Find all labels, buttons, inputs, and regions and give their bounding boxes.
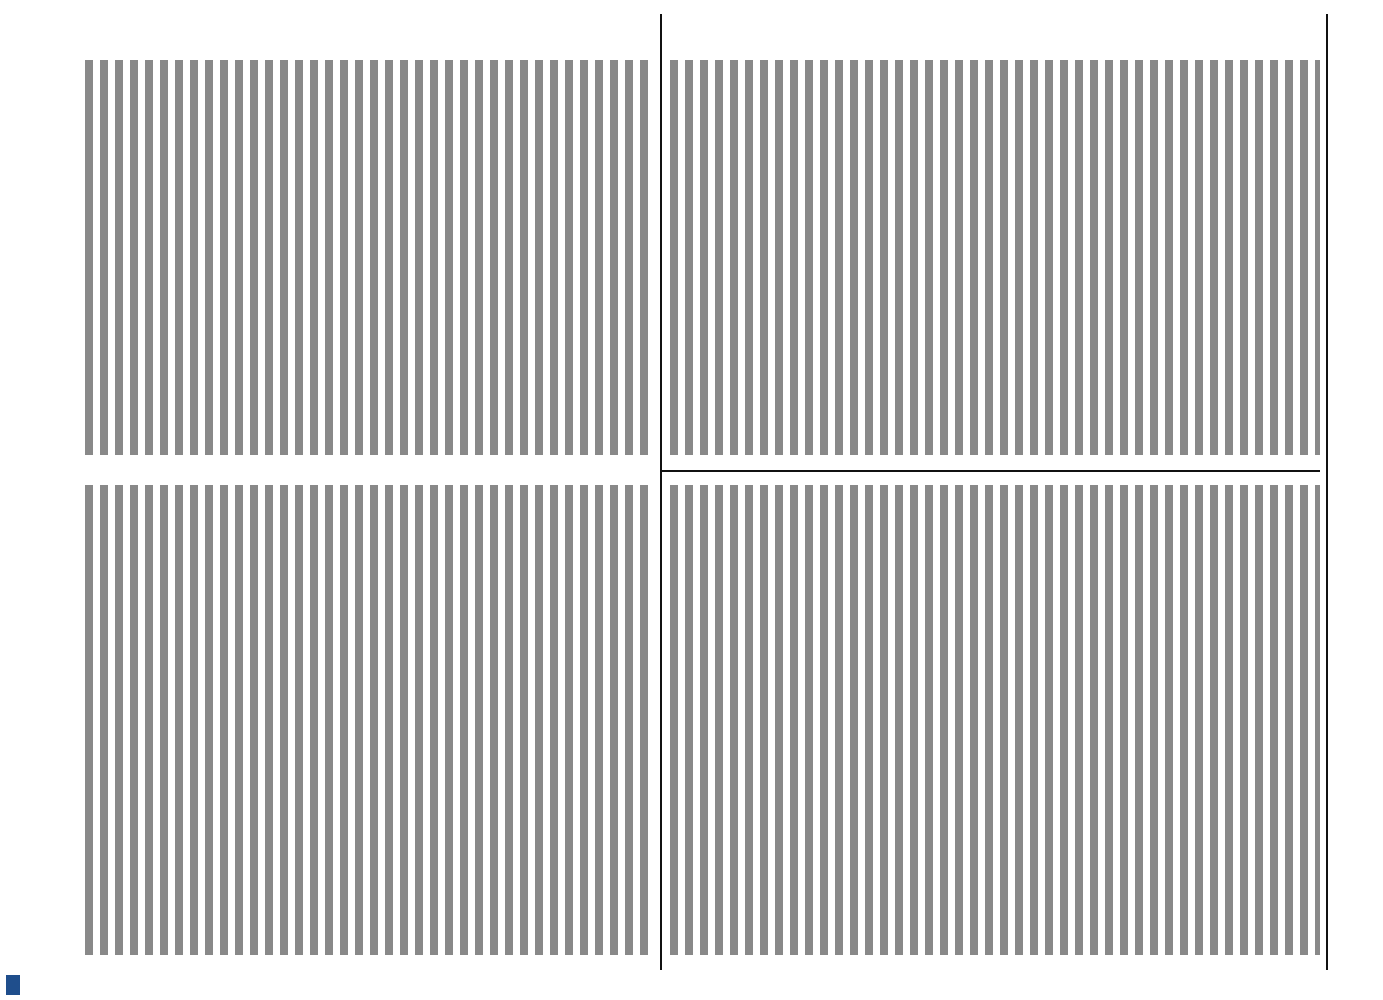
text-column-upper-right <box>670 60 1320 455</box>
text-column-lower-right <box>670 485 1320 955</box>
running-header <box>1330 60 1370 940</box>
text-column-upper-left <box>85 60 655 455</box>
dfg-logo-icon <box>6 975 20 995</box>
column-divider <box>660 470 1320 472</box>
header-rule <box>1326 14 1328 970</box>
column-rule <box>660 14 662 970</box>
text-column-lower-left <box>85 485 655 955</box>
